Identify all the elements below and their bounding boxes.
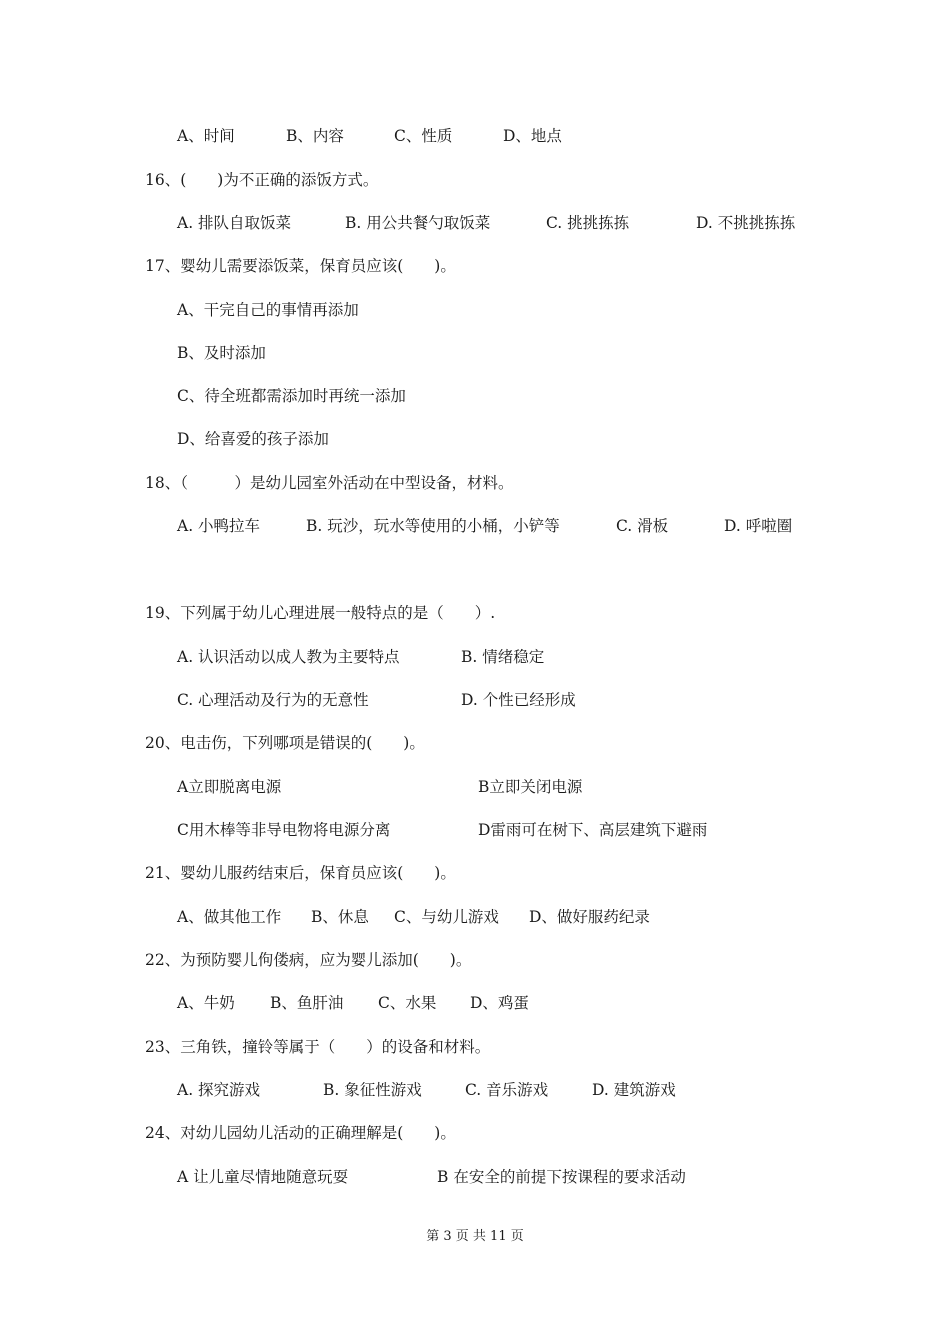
option-b: B立即关闭电源 — [478, 778, 583, 796]
option-b: B、休息 — [311, 908, 369, 926]
option-b: B. 用公共餐勺取饭菜 — [345, 214, 491, 232]
option-d: D、做好服药纪录 — [529, 908, 650, 926]
question-text: 24、对幼儿园幼儿活动的正确理解是( )。 — [145, 1124, 456, 1142]
question-17-option-c — [0, 384, 950, 408]
option-b: B. 象征性游戏 — [323, 1081, 422, 1099]
question-21-options — [0, 905, 950, 929]
question-21-stem — [0, 861, 950, 885]
question-24-stem — [0, 1121, 950, 1145]
option-c: C、与幼儿游戏 — [394, 908, 499, 926]
option-c: C、待全班都需添加时再统一添加 — [177, 387, 406, 405]
option-b: B. 情绪稳定 — [461, 648, 545, 666]
question-24-options — [0, 1165, 950, 1189]
option-a: A、干完自己的事情再添加 — [177, 301, 359, 319]
option-a: A. 认识活动以成人教为主要特点 — [177, 648, 400, 666]
option-a: A 让儿童尽情地随意玩耍 — [177, 1168, 349, 1186]
question-17-option-a — [0, 298, 950, 322]
option-a: A. 小鸭拉车 — [177, 517, 261, 535]
question-23-stem — [0, 1035, 950, 1059]
page-number-footer: 第 3 页 共 11 页 — [426, 1229, 524, 1244]
option-a: A. 探究游戏 — [177, 1081, 261, 1099]
option-d: D雷雨可在树下、高层建筑下避雨 — [478, 821, 708, 839]
question-text: 18、（ ）是幼儿园室外活动在中型设备，材料。 — [145, 474, 514, 492]
option-a: A、时间 — [177, 127, 235, 145]
option-c: C、水果 — [378, 994, 437, 1012]
question-22-stem — [0, 948, 950, 972]
option-c: C. 音乐游戏 — [465, 1081, 549, 1099]
option-d: D. 个性已经形成 — [461, 691, 576, 709]
question-17-option-d — [0, 427, 950, 451]
question-19-stem — [0, 601, 950, 625]
question-text: 19、下列属于幼儿心理进展一般特点的是（ ）. — [145, 604, 496, 622]
question-text: 22、为预防婴儿佝偻病，应为婴儿添加( )。 — [145, 951, 472, 969]
question-text: 17、婴幼儿需要添饭菜，保育员应该( )。 — [145, 257, 456, 275]
question-16-options — [0, 211, 950, 235]
option-c: C. 挑挑拣拣 — [546, 214, 630, 232]
option-d: D. 建筑游戏 — [592, 1081, 676, 1099]
option-d: D. 不挑挑拣拣 — [696, 214, 796, 232]
question-text: 21、婴幼儿服药结束后，保育员应该( )。 — [145, 864, 456, 882]
option-b: B. 玩沙，玩水等使用的小桶，小铲等 — [306, 517, 560, 535]
option-d: D、地点 — [503, 127, 562, 145]
option-c: C用木棒等非导电物将电源分离 — [177, 821, 391, 839]
option-a: A、牛奶 — [177, 994, 235, 1012]
question-20-options-row-2 — [0, 818, 950, 842]
question-19-options-row-1 — [0, 645, 950, 669]
option-b: B、内容 — [286, 127, 344, 145]
question-16-stem — [0, 168, 950, 192]
option-a: A. 排队自取饭菜 — [177, 214, 292, 232]
option-b: B 在安全的前提下按课程的要求活动 — [437, 1168, 686, 1186]
option-a: A、做其他工作 — [177, 908, 282, 926]
option-d: D、给喜爱的孩子添加 — [177, 430, 329, 448]
question-17-option-b — [0, 341, 950, 365]
option-b: B、及时添加 — [177, 344, 266, 362]
question-22-options — [0, 991, 950, 1015]
question-18-stem — [0, 471, 950, 495]
question-19-options-row-2 — [0, 688, 950, 712]
question-18-options — [0, 514, 950, 538]
question-text: 16、( )为不正确的添饭方式。 — [145, 171, 379, 189]
question-20-options-row-1 — [0, 775, 950, 799]
option-c: C. 滑板 — [616, 517, 669, 535]
option-c: C、性质 — [394, 127, 453, 145]
question-text: 20、电击伤，下列哪项是错误的( )。 — [145, 734, 425, 752]
question-15-options — [0, 124, 950, 148]
option-d: D、鸡蛋 — [470, 994, 529, 1012]
question-text: 23、三角铁，撞铃等属于（ ）的设备和材料。 — [145, 1038, 491, 1056]
option-c: C. 心理活动及行为的无意性 — [177, 691, 369, 709]
question-20-stem — [0, 731, 950, 755]
option-a: A立即脱离电源 — [177, 778, 282, 796]
option-b: B、鱼肝油 — [270, 994, 344, 1012]
question-23-options — [0, 1078, 950, 1102]
option-d: D. 呼啦圈 — [724, 517, 793, 535]
question-17-stem — [0, 254, 950, 278]
